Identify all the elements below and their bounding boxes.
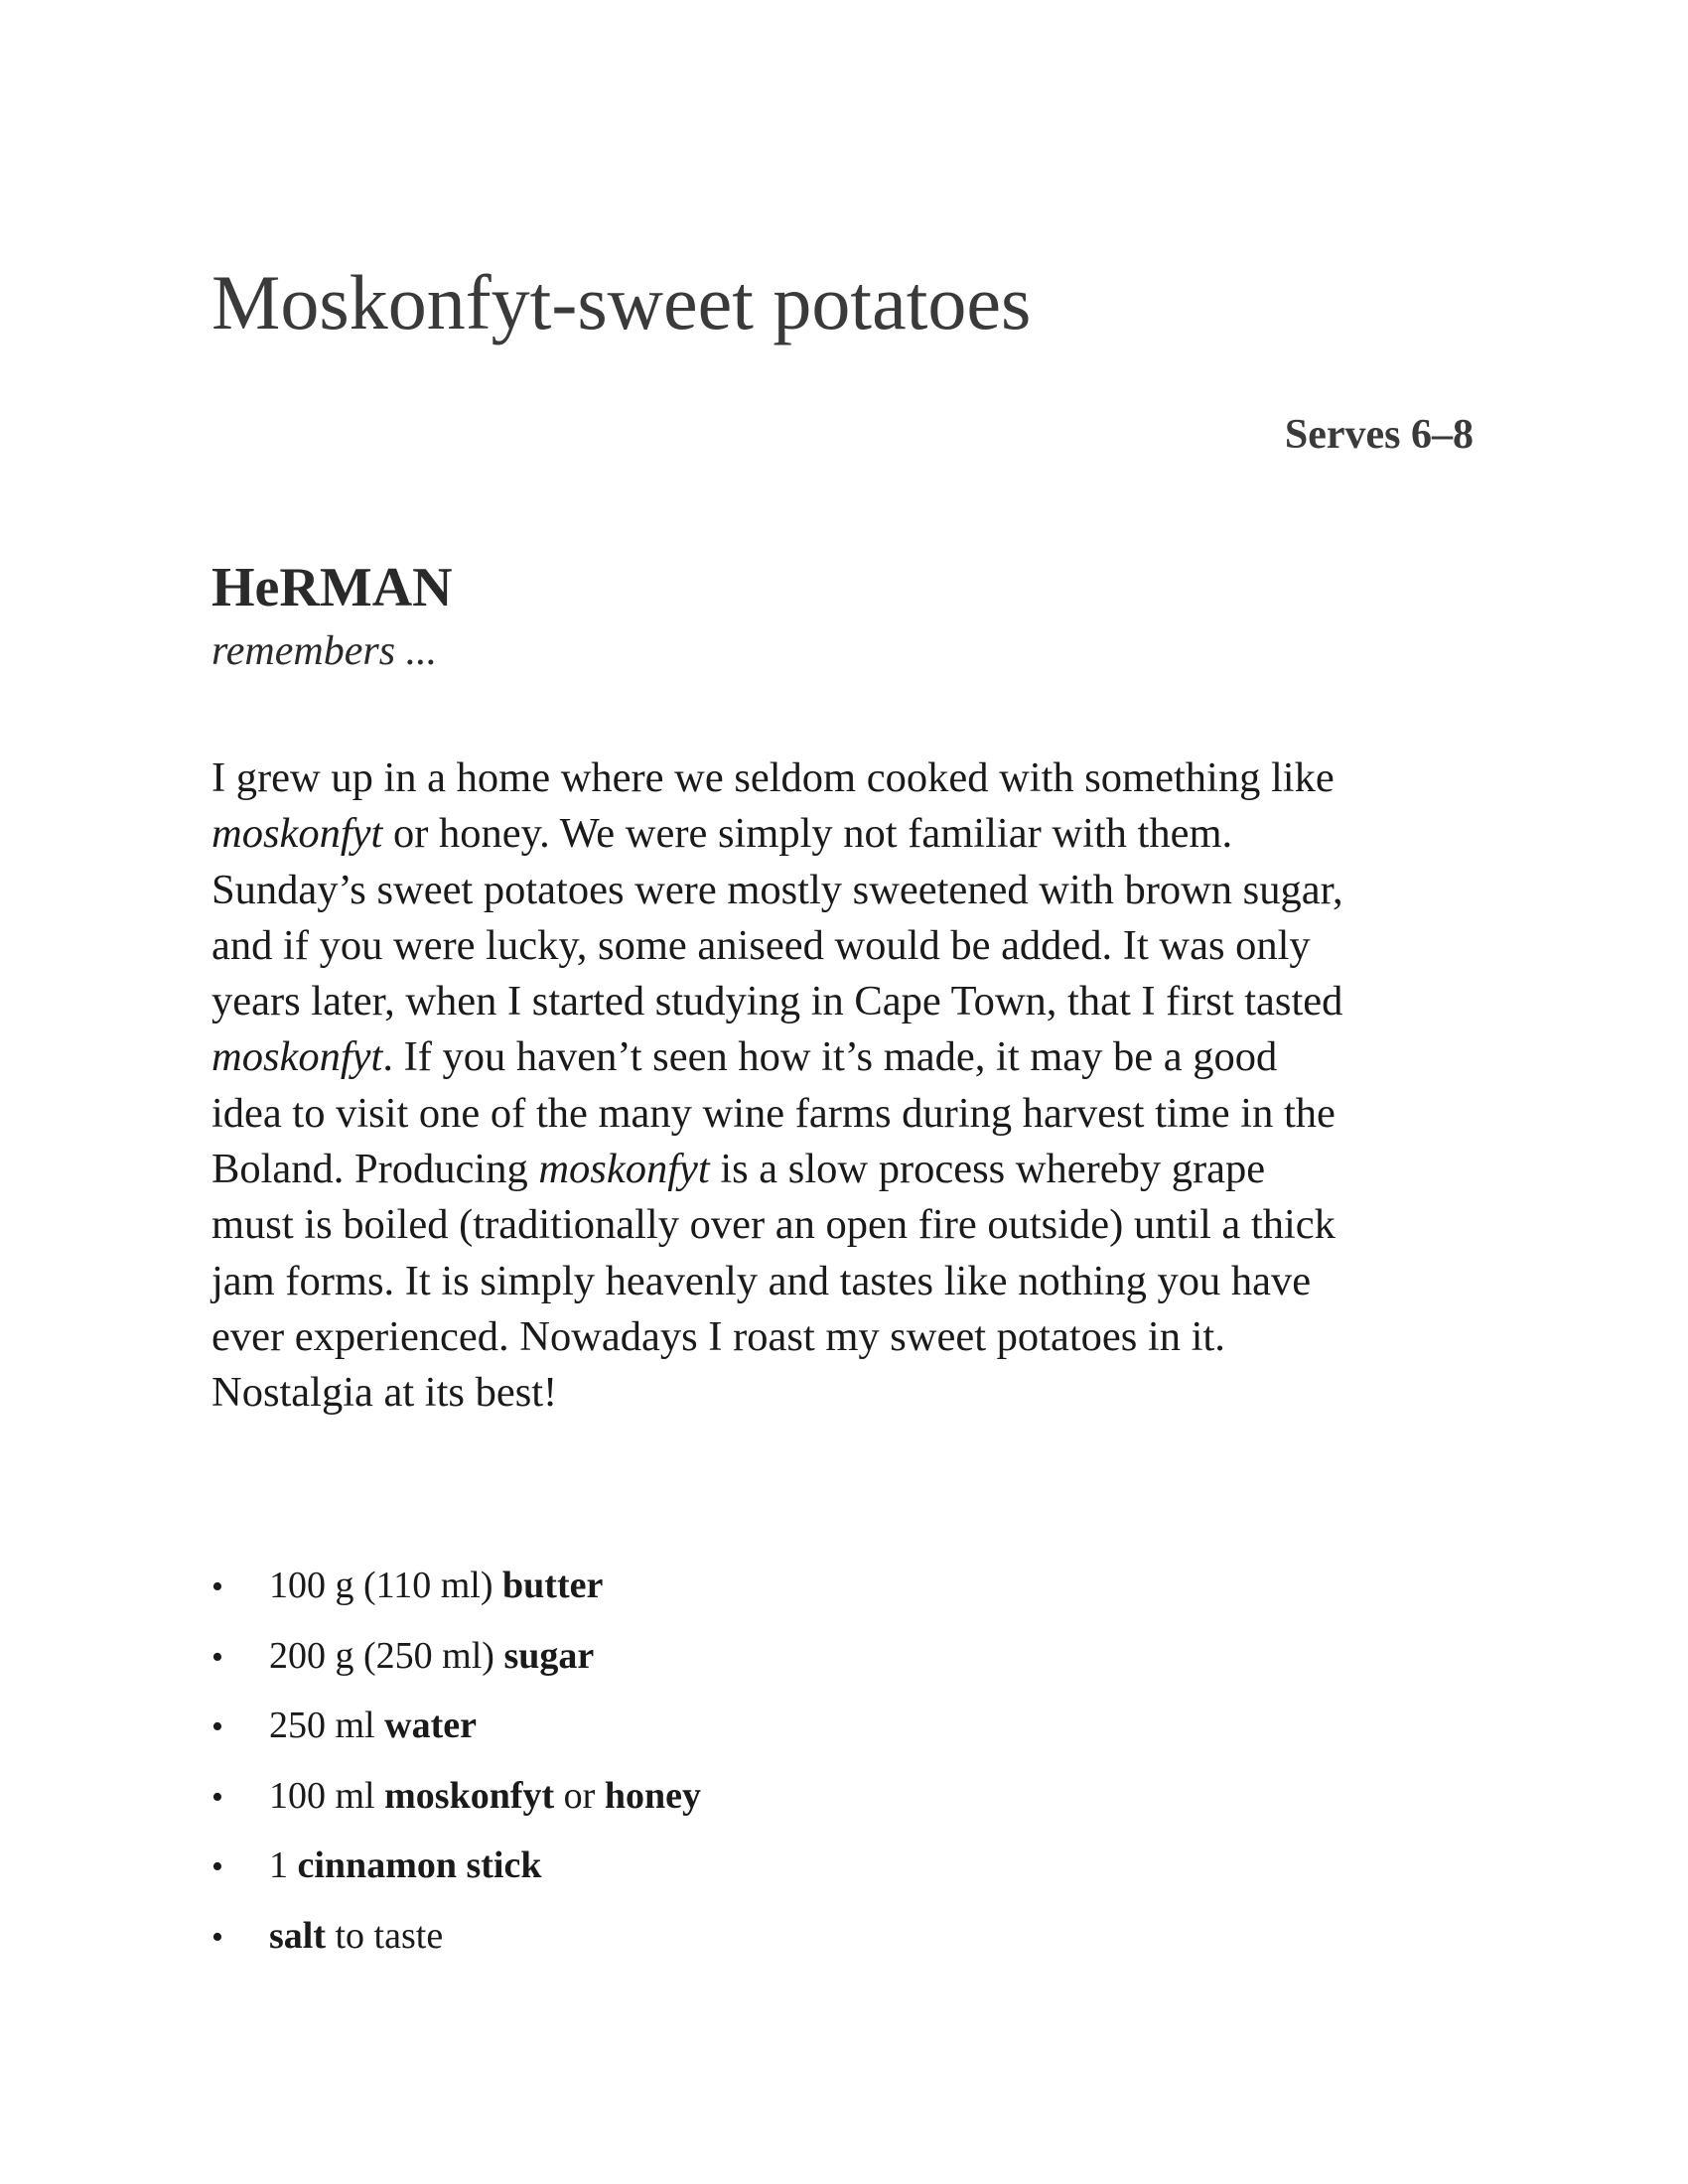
ingredient-item: [211, 1839, 701, 1909]
ingredient-list: [211, 1559, 701, 1979]
ingredient-name: salt: [269, 1914, 326, 1957]
story-line: Nostalgia at its best!: [211, 1369, 558, 1417]
ingredient-quantity: 250 ml: [269, 1705, 385, 1746]
story-line: [211, 1029, 1492, 1085]
story-line: jam forms. It is simply heavenly and tastes like nothing you have: [211, 1257, 1312, 1304]
bullet-icon: •: [211, 1569, 223, 1605]
ingredient-name: butter: [502, 1565, 604, 1606]
serves-count: Serves 6–8: [1284, 412, 1474, 458]
ingredient-item: [211, 1769, 701, 1840]
bullet-icon: •: [211, 1638, 223, 1676]
ingredient-name: sugar: [503, 1634, 595, 1677]
ingredient-quantity: 200 g (250 ml): [269, 1634, 504, 1677]
ingredient-item: [211, 1909, 701, 1979]
story-text: . If you haven’t seen how it’s made, it may be a good: [382, 1033, 1278, 1081]
ingredient-quantity: 100 g (110 ml): [269, 1565, 503, 1606]
bullet-icon: •: [211, 1918, 223, 1956]
ingredient-name: honey: [604, 1774, 701, 1817]
ingredient-name: cinnamon stick: [297, 1844, 542, 1886]
story-line: and if you were lucky, some aniseed would be added. It was only: [211, 921, 1311, 969]
ingredient-quantity: 100 ml: [269, 1774, 385, 1817]
ingredient-connector: or: [554, 1774, 605, 1817]
bullet-icon: •: [211, 1778, 223, 1816]
ingredient-name: water: [384, 1705, 477, 1746]
story-line: Sunday’s sweet potatoes were mostly sweetened with brown sugar,: [211, 866, 1343, 913]
story-emphasis: moskonfyt: [211, 1033, 383, 1081]
story-line: [211, 806, 1492, 862]
story-paragraph: [211, 751, 1492, 1422]
ingredient-note: to taste: [326, 1914, 444, 1957]
story-line: I grew up in a home where we seldom cooked with something like: [211, 754, 1335, 801]
story-emphasis: moskonfyt: [211, 810, 383, 858]
bullet-icon: •: [211, 1848, 223, 1885]
author-subtitle: remembers ...: [211, 628, 438, 674]
story-text: Boland. Producing: [211, 1146, 539, 1193]
story-text: or honey. We were simply not familiar with them.: [382, 810, 1233, 858]
story-line: idea to visit one of the many wine farms during harvest time in the: [211, 1089, 1336, 1137]
bullet-icon: •: [211, 1708, 223, 1745]
story-line: must is boiled (traditionally over an open fire outside) until a thick: [211, 1201, 1336, 1249]
story-line: [211, 1142, 1492, 1197]
story-line: ever experienced. Nowadays I roast my sweet potatoes in it.: [211, 1312, 1225, 1360]
ingredient-item: [211, 1629, 701, 1700]
ingredient-quantity: 1: [269, 1844, 298, 1886]
story-line: years later, when I started studying in Cape Town, that I first tasted: [211, 978, 1343, 1025]
ingredient-name: moskonfyt: [384, 1774, 555, 1817]
author-name: HeRMAN: [211, 557, 453, 618]
story-text: is a slow process whereby grape: [709, 1146, 1266, 1193]
recipe-title: Moskonfyt-sweet potatoes: [211, 259, 1032, 345]
ingredient-item: [211, 1559, 701, 1629]
story-emphasis: moskonfyt: [538, 1146, 710, 1193]
ingredient-item: [211, 1699, 701, 1769]
